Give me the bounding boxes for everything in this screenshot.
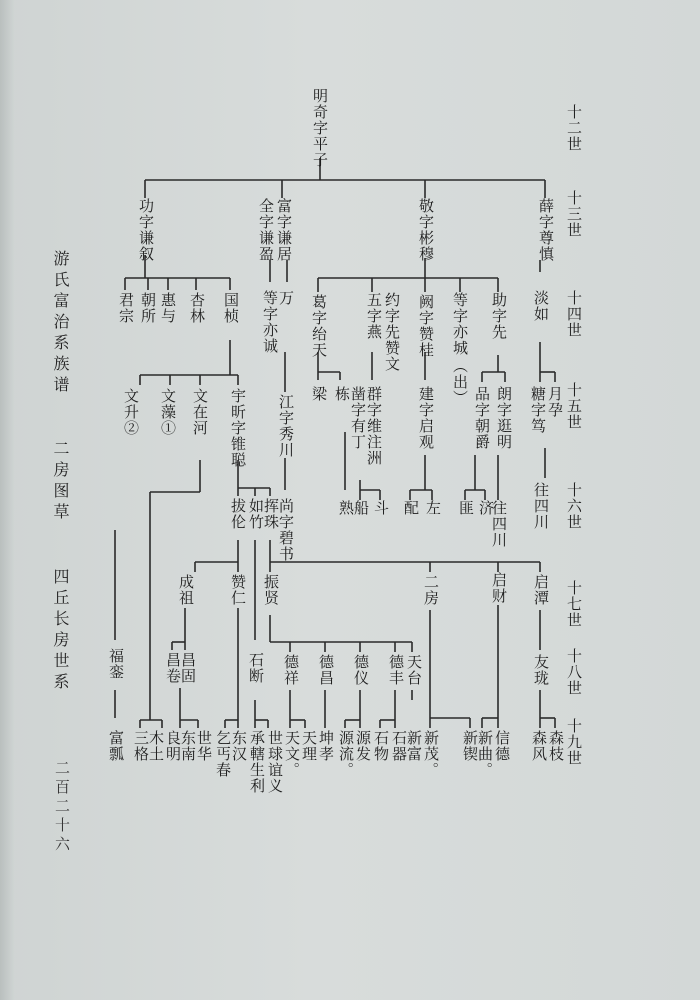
gen19-xinfu: 新富 <box>405 730 423 762</box>
gen14-huiyu: 惠与 <box>159 292 177 324</box>
gen17-erfang: 二房 <box>422 574 440 606</box>
gen14-junzong: 君宗 <box>117 292 135 324</box>
gen18-dechang: 德昌 <box>317 654 335 686</box>
gen17-zhenxian: 振贤 <box>262 574 280 606</box>
gen14-guozhen: 国桢 <box>222 292 240 324</box>
gen13-xue: 薛字尊慎 <box>537 198 555 262</box>
gen15-yuzi: 宇昕字锥聪 <box>229 388 247 468</box>
gen16-wangsi1: 往四川 <box>490 500 508 548</box>
gen16-pei: 配 <box>402 500 420 516</box>
gen14-chu: （出） <box>451 358 469 406</box>
gen14-yue: 约字先赞文 <box>383 292 401 372</box>
gen17-qitan: 启潭 <box>532 574 550 606</box>
gen17-qicai: 启财 <box>490 572 508 604</box>
generation-16: 十六世 <box>565 482 583 530</box>
gen19-shihua: 世华 <box>195 730 213 762</box>
gen18-changjuan: 昌卷 <box>164 652 182 684</box>
gen15-wenzaihe: 文在河 <box>191 388 209 436</box>
root-ancestor: 明奇字平子 <box>311 88 329 168</box>
gen16-ji: 济 <box>477 500 495 516</box>
gen19-xinqu: 新曲。 <box>476 730 494 778</box>
gen16-wangsi2: 往四川 <box>532 482 550 530</box>
gen17-chengzu: 成祖 <box>177 574 195 606</box>
page-number: 二百二十六 <box>53 760 71 855</box>
generation-12: 十二世 <box>565 104 583 152</box>
gen13-gong: 功字谦叙 <box>137 198 155 262</box>
generation-13: 十三世 <box>565 190 583 238</box>
gen19-dongnan: 东南 <box>179 730 197 762</box>
gen14-xinglin: 杏林 <box>188 292 206 324</box>
gen14-shen: 阙字赞桂 <box>417 294 435 358</box>
gen19-yuanliu: 源流。 <box>337 730 355 778</box>
gen16-huizhu: 挥珠 <box>262 498 280 530</box>
gen14-zhu: 助字先 <box>490 292 508 340</box>
gen18-defeng: 德丰 <box>387 654 405 686</box>
gen18-dexiang: 德祥 <box>282 654 300 686</box>
gen19-donghan: 东汉 <box>230 730 248 762</box>
gen15-wensheng: 文升② <box>122 388 140 436</box>
gen19-tianli: 天理 <box>300 730 318 762</box>
gen19-mutu: 木土 <box>147 730 165 762</box>
gen19-tianwen: 天文。 <box>283 730 301 778</box>
gen19-senzhi: 森枝 <box>547 730 565 762</box>
gen16-dou: 斗 <box>372 500 390 516</box>
gen14-danru: 淡如 <box>532 290 550 322</box>
generation-17: 十七世 <box>565 580 583 628</box>
gen15-tangzi: 糖字笃 <box>529 386 547 434</box>
gen16-shangzi: 尚字碧书 <box>277 498 295 562</box>
gen14-dengyi: 等字亦诚 <box>261 290 279 354</box>
subsection-title: 四丘长房世系 <box>51 568 70 694</box>
gen16-fei: 匪 <box>457 500 475 516</box>
gen18-changgu: 昌固 <box>179 652 197 684</box>
section-title: 二房图草 <box>51 440 70 524</box>
gen14-chaosuo: 朝所 <box>139 292 157 324</box>
generation-19: 十九世 <box>565 718 583 766</box>
gen18-tiantai: 天台 <box>405 654 423 686</box>
gen18-shiduan: 石断 <box>247 652 265 684</box>
gen13-jing: 敬字彬穆 <box>417 198 435 262</box>
gen16-zuo: 左 <box>424 500 442 516</box>
gen19-shiwu: 石物 <box>372 730 390 762</box>
gen19-xinmao: 新茂。 <box>422 730 440 778</box>
gen18-deyi: 德仪 <box>352 654 370 686</box>
gen15-langzi: 朗字逛明 <box>495 386 513 450</box>
gen17-zanren: 赞仁 <box>229 574 247 606</box>
gen19-xinyi: 新锲 <box>461 730 479 762</box>
gen15-pinzi: 品字朝爵 <box>473 386 491 450</box>
gen15-liang: 梁 <box>310 386 328 402</box>
gen15-jiangzi: 江字秀川 <box>277 394 295 458</box>
gen14-wan: 万 <box>277 290 295 306</box>
gen19-qichun: 乞丐春 <box>214 730 232 778</box>
gen15-qun: 群字维注洲 <box>365 386 383 466</box>
gen19-chengli: 承轄生利 <box>248 730 266 794</box>
gen19-kunxiao: 坤孝 <box>317 730 335 762</box>
gen18-youlong: 友珑 <box>532 654 550 686</box>
gen19-fupiao: 富瓢 <box>107 730 125 762</box>
generation-14: 十四世 <box>565 290 583 338</box>
gen16-chuan: 船 <box>352 500 370 516</box>
generation-15: 十五世 <box>565 382 583 430</box>
gen19-sange: 三格 <box>132 730 150 762</box>
gen15-gui: 凿字有丁 <box>349 386 367 450</box>
gen19-senfeng: 森风 <box>530 730 548 762</box>
gen14-wu: 五字燕 <box>365 292 383 340</box>
gen15-wenci: 文藻① <box>159 388 177 436</box>
gen13-quan: 全字谦盈 <box>257 198 275 262</box>
generation-18: 十八世 <box>565 648 583 696</box>
gen15-dong: 栋 <box>333 386 351 402</box>
gen19-yuanfa: 源发 <box>354 730 372 762</box>
gen15-jianzi: 建字启观 <box>417 386 435 450</box>
gen16-bolun: 拔伦 <box>229 498 247 530</box>
gen16-ruzhu: 如竹 <box>247 498 265 530</box>
book-title: 游氏富治系族谱 <box>51 250 70 397</box>
gen18-fuluan: 福銮 <box>107 648 125 680</box>
gen19-shiqiu: 世球谊义 <box>266 730 284 794</box>
gen19-xinde: 信德 <box>493 730 511 762</box>
gen16-shu: 熟 <box>337 500 355 516</box>
gen13-fu: 富字谦居 <box>275 198 293 262</box>
gen14-dengcheng: 等字亦城 <box>451 292 469 356</box>
gen19-liangming: 良明 <box>164 730 182 762</box>
gen15-yueyun: 月孕 <box>546 386 564 418</box>
gen14-ge: 葛字绐天 <box>310 294 328 358</box>
gen19-shiqi: 石器 <box>390 730 408 762</box>
